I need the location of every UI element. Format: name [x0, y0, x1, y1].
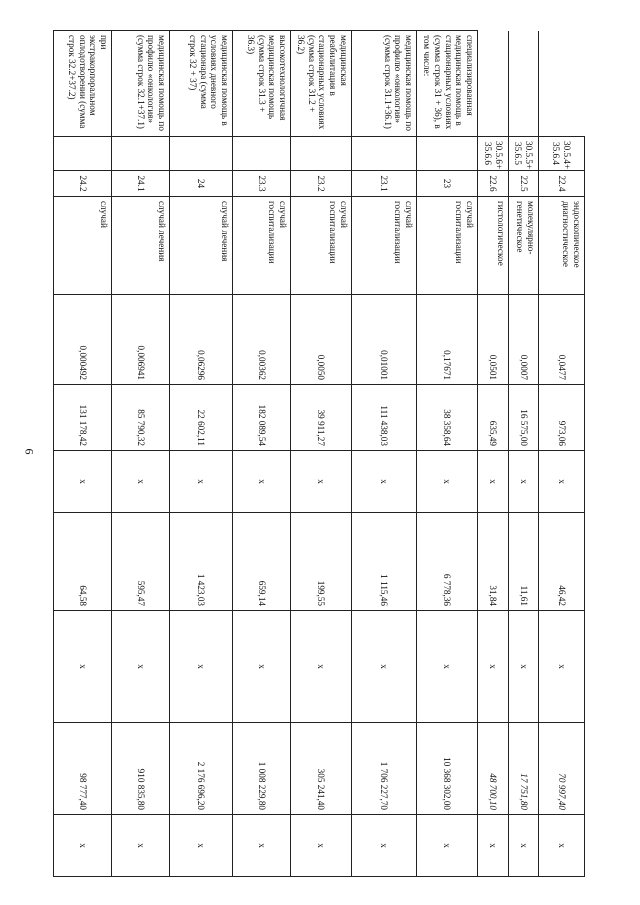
row-codes: [111, 137, 169, 171]
row-per-capita: 64,58: [54, 513, 112, 611]
row-unit: молекулярно-генетическое: [509, 197, 538, 295]
table-row: [351, 31, 416, 877]
row-codes: [351, 137, 416, 171]
row-x-a: x: [416, 451, 477, 513]
row-per-capita: 1 423,03: [169, 513, 232, 611]
row-x-b: x: [111, 611, 169, 723]
row-number: 23.2: [290, 171, 351, 197]
row-number: 24.1: [111, 171, 169, 197]
row-total: 305 241,40: [290, 723, 351, 815]
row-per-capita: 46,42: [538, 513, 584, 611]
row-norm: 0,00362: [232, 295, 290, 385]
row-codes: 30.5.6+ 35.6.6: [477, 137, 509, 171]
row-cost: 973,06: [538, 385, 584, 451]
row-per-capita: 31,84: [477, 513, 509, 611]
row-x-c: x: [416, 815, 477, 877]
row-total: 2 176 696,20: [169, 723, 232, 815]
row-codes: 30.5.5+ 35.6.5: [509, 137, 538, 171]
row-x-c: x: [169, 815, 232, 877]
table-row: [538, 31, 584, 877]
row-x-a: x: [232, 451, 290, 513]
row-unit: случай госпитализации: [232, 197, 290, 295]
row-unit: эндоскопическое диагностическое: [538, 197, 584, 295]
row-number: 22.4: [538, 171, 584, 197]
financing-table: [53, 30, 585, 877]
row-number: 22.5: [509, 171, 538, 197]
row-norm: 0,006941: [111, 295, 169, 385]
row-x-a: x: [169, 451, 232, 513]
row-label: медицинская помощь в условиях дневного стационара (сумма строк 32 + 37): [169, 31, 232, 137]
row-unit: гистологическое: [477, 197, 509, 295]
row-norm: 0,0007: [509, 295, 538, 385]
row-x-b: x: [232, 611, 290, 723]
row-x-c: x: [290, 815, 351, 877]
row-norm: 0,0501: [477, 295, 509, 385]
row-norm: 0,0050: [290, 295, 351, 385]
row-x-c: x: [54, 815, 112, 877]
row-x-c: x: [351, 815, 416, 877]
row-x-c: x: [509, 815, 538, 877]
row-unit: случай лечения: [111, 197, 169, 295]
row-label: [477, 31, 509, 137]
row-x-a: x: [509, 451, 538, 513]
row-unit: случай госпитализации: [290, 197, 351, 295]
row-x-b: x: [290, 611, 351, 723]
row-codes: [232, 137, 290, 171]
row-unit: случай лечения: [169, 197, 232, 295]
table-row: [290, 31, 351, 877]
row-total: 98 777,40: [54, 723, 112, 815]
row-codes: [54, 137, 112, 171]
row-x-c: x: [477, 815, 509, 877]
row-per-capita: 199,55: [290, 513, 351, 611]
rotated-table-container: [53, 30, 585, 876]
row-x-a: x: [538, 451, 584, 513]
row-number: 24: [169, 171, 232, 197]
table-row: [232, 31, 290, 877]
table-row: [477, 31, 509, 877]
row-number: 23.3: [232, 171, 290, 197]
row-x-b: x: [351, 611, 416, 723]
row-label: [509, 31, 538, 137]
row-cost: 39 911,27: [290, 385, 351, 451]
row-unit: случай госпитализации: [416, 197, 477, 295]
row-cost: 111 438,03: [351, 385, 416, 451]
row-label: медицинская помощь по профилю «онкология» (сумма строк 32.1+37.1): [111, 31, 169, 137]
row-per-capita: 595,47: [111, 513, 169, 611]
row-x-b: x: [54, 611, 112, 723]
table-row: [169, 31, 232, 877]
row-x-a: x: [290, 451, 351, 513]
row-cost: 16 575,00: [509, 385, 538, 451]
row-label: медицинская помощь по профилю «онкология» (сумма строк 31.1+36.1): [351, 31, 416, 137]
row-x-b: x: [416, 611, 477, 723]
row-codes: [416, 137, 477, 171]
row-codes: [169, 137, 232, 171]
row-per-capita: 659,14: [232, 513, 290, 611]
row-x-a: x: [351, 451, 416, 513]
row-norm: 0,000492: [54, 295, 112, 385]
row-x-b: x: [477, 611, 509, 723]
row-cost: 182 089,54: [232, 385, 290, 451]
row-cost: 85 790,32: [111, 385, 169, 451]
row-x-b: x: [509, 611, 538, 723]
row-cost: 131 178,42: [54, 385, 112, 451]
row-cost: 22 602,11: [169, 385, 232, 451]
row-label: [538, 31, 584, 137]
page-number: 6: [22, 448, 37, 455]
row-codes: [290, 137, 351, 171]
row-x-c: x: [538, 815, 584, 877]
row-number: 23: [416, 171, 477, 197]
row-total: 910 835,80: [111, 723, 169, 815]
row-norm: 0,0477: [538, 295, 584, 385]
row-norm: 0,17671: [416, 295, 477, 385]
row-per-capita: 6 778,36: [416, 513, 477, 611]
row-total: 10 368 302,00: [416, 723, 477, 815]
row-x-b: x: [538, 611, 584, 723]
row-x-a: x: [477, 451, 509, 513]
row-x-c: x: [111, 815, 169, 877]
row-norm: 0,01001: [351, 295, 416, 385]
row-number: 23.1: [351, 171, 416, 197]
row-label: специализированная медицинская помощь в стационарных условиях (сумма строк 31 + 36), в том числе:: [416, 31, 477, 137]
row-cost: 635,49: [477, 385, 509, 451]
row-total: 17 751,80: [509, 723, 538, 815]
table-row: [54, 31, 112, 877]
row-total: 1 706 227,70: [351, 723, 416, 815]
row-label: медицинская реабилитация в стационарных условиях (сумма строк 31.2 + 36.2): [290, 31, 351, 137]
row-total: 1 008 229,80: [232, 723, 290, 815]
row-x-b: x: [169, 611, 232, 723]
row-unit: случай госпитализации: [351, 197, 416, 295]
row-label: высокотехнологичная медицинская помощь (сумма строк 31.3 + 36.3): [232, 31, 290, 137]
row-per-capita: 11,61: [509, 513, 538, 611]
row-number: 22.6: [477, 171, 509, 197]
row-cost: 38 358,64: [416, 385, 477, 451]
row-x-c: x: [232, 815, 290, 877]
row-number: 24.2: [54, 171, 112, 197]
table-row: [416, 31, 477, 877]
row-norm: 0,06296: [169, 295, 232, 385]
table-row: [111, 31, 169, 877]
table-row: [509, 31, 538, 877]
row-total: 48 700,10: [477, 723, 509, 815]
row-label: при экстракорпоральном оплодотворении (сумма строк 32.2+37.2): [54, 31, 112, 137]
row-total: 70 997,40: [538, 723, 584, 815]
row-codes: 30.5.4+ 35.6.4: [538, 137, 584, 171]
row-per-capita: 1 115,46: [351, 513, 416, 611]
row-unit: случай: [54, 197, 112, 295]
row-x-a: x: [54, 451, 112, 513]
row-x-a: x: [111, 451, 169, 513]
